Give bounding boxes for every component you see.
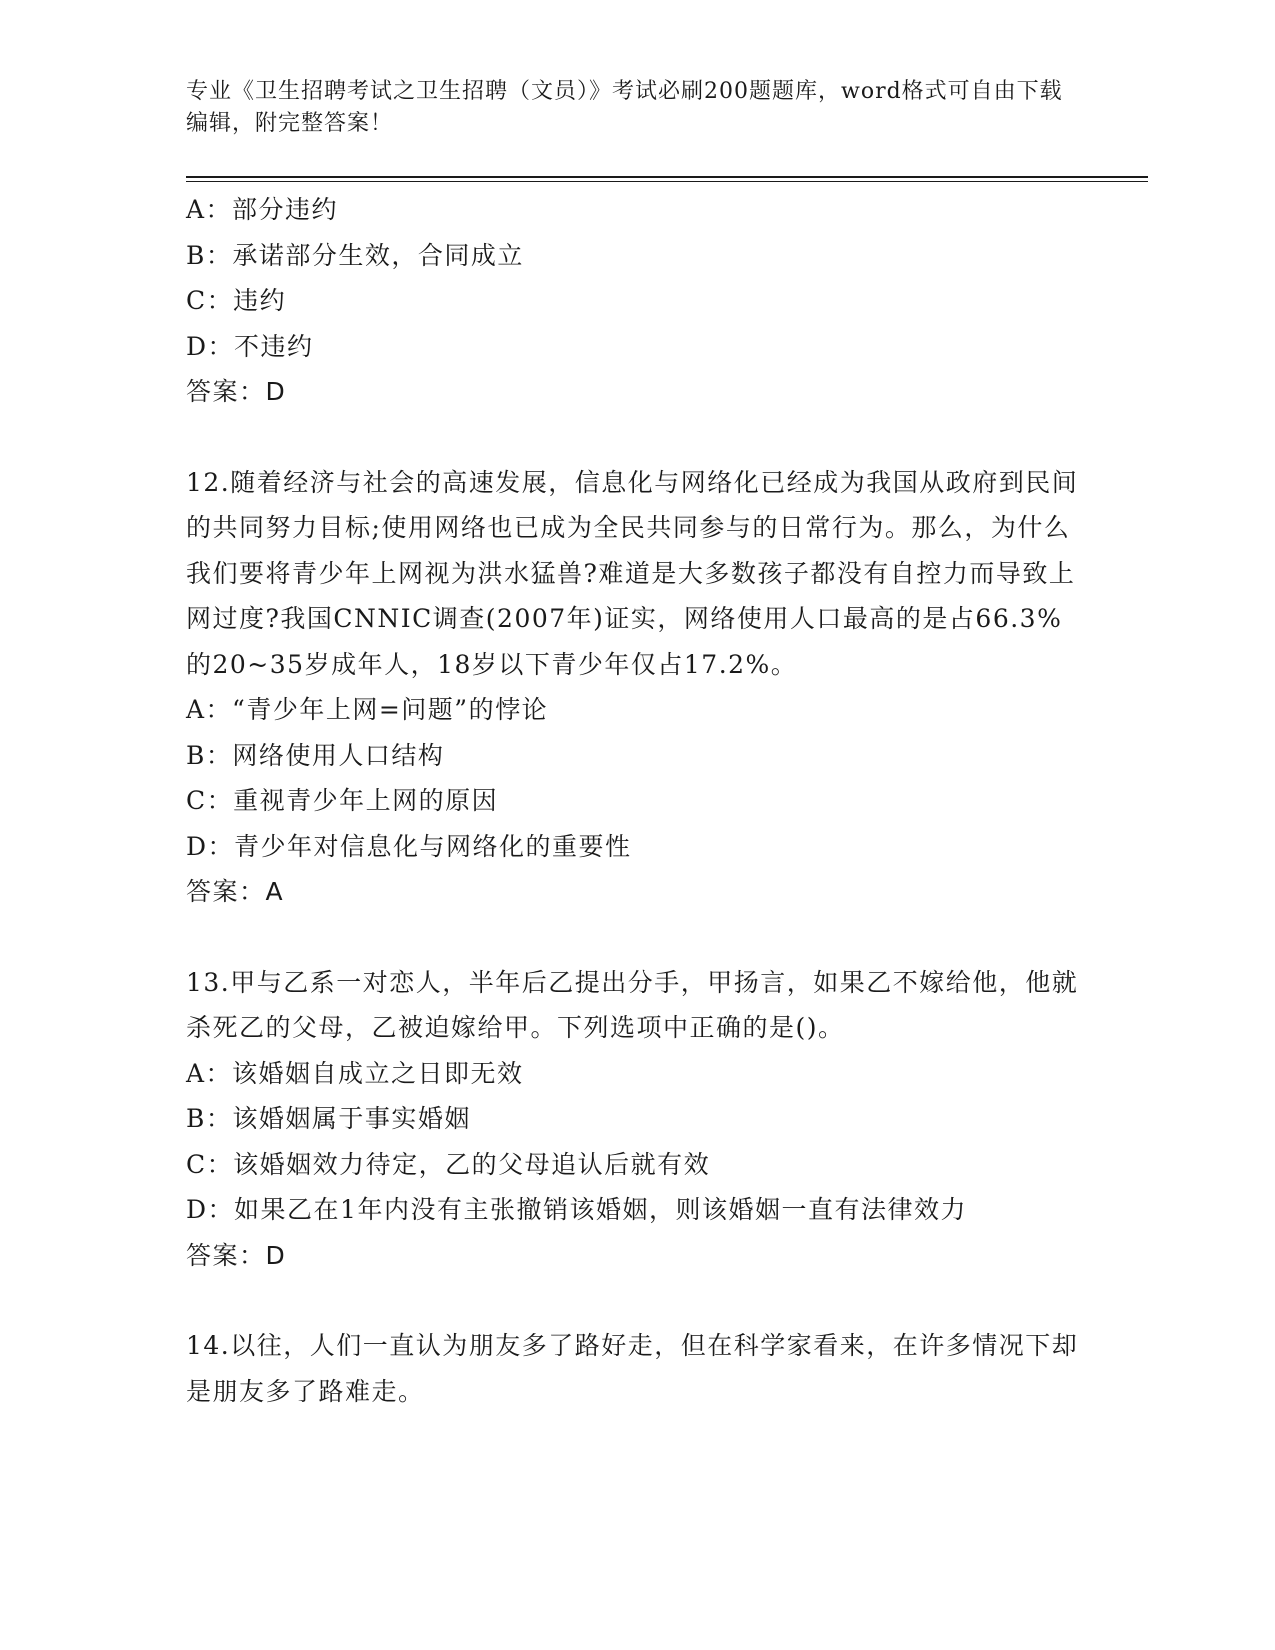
document-title: 专业《卫生招聘考试之卫生招聘（文员）》考试必刷200题题库，word格式可自由下载编辑，附完整答案！ [186,79,1063,136]
page-header [186,76,1066,140]
option-b: B：该婚姻属于事实婚姻 [186,1104,471,1133]
header-divider [186,176,1148,182]
option-b: B：网络使用人口结构 [186,740,445,770]
question-stem: 14.以往，人们一直认为朋友多了路好走，但在科学家看来，在许多情况下却是朋友多了路难走。 [186,1331,1079,1406]
question-stem: 13.甲与乙系一对恋人，半年后乙提出分手，甲扬言，如果乙不嫁给他，他就杀死乙的父母，乙被迫嫁给甲。下列选项中正确的是()。 [186,967,1079,1042]
document-body [186,187,1086,1414]
question-14 [186,1323,1086,1414]
option-a: A：部分违约 [186,195,339,224]
question-13 [186,960,1086,1279]
answer: 答案：A [186,877,285,906]
option-c: C：违约 [186,286,287,315]
option-a: A：“青少年上网=问题”的悖论 [186,695,549,724]
option-a: A：该婚姻自成立之日即无效 [186,1058,524,1088]
answer: 答案：D [186,1240,287,1270]
question-stem: 12.随着经济与社会的高速发展，信息化与网络化已经成为我国从政府到民间的共同努力目标;使用网络也已成为全民共同参与的日常行为。那么，为什么我们要将青少年上网视为洪水猛兽?难道是大多数孩子都没有自控力而导致上网过度?我国CNNIC调查(2007年)证实，网络使用人口最高的是占66.3%的20~35岁成年人，18岁以下青少年仅占17.2%。 [186,467,1079,679]
question-fragment [186,187,1086,415]
option-d: D：青少年对信息化与网络化的重要性 [186,831,632,861]
answer: 答案：D [186,377,287,406]
option-b: B：承诺部分生效，合同成立 [186,240,524,270]
option-d: D：如果乙在1年内没有主张撤销该婚姻，则该婚姻一直有法律效力 [186,1195,967,1224]
question-12 [186,460,1086,915]
option-c: C：该婚姻效力待定，乙的父母追认后就有效 [186,1149,711,1179]
option-d: D：不违约 [186,331,314,361]
option-c: C：重视青少年上网的原因 [186,786,499,815]
